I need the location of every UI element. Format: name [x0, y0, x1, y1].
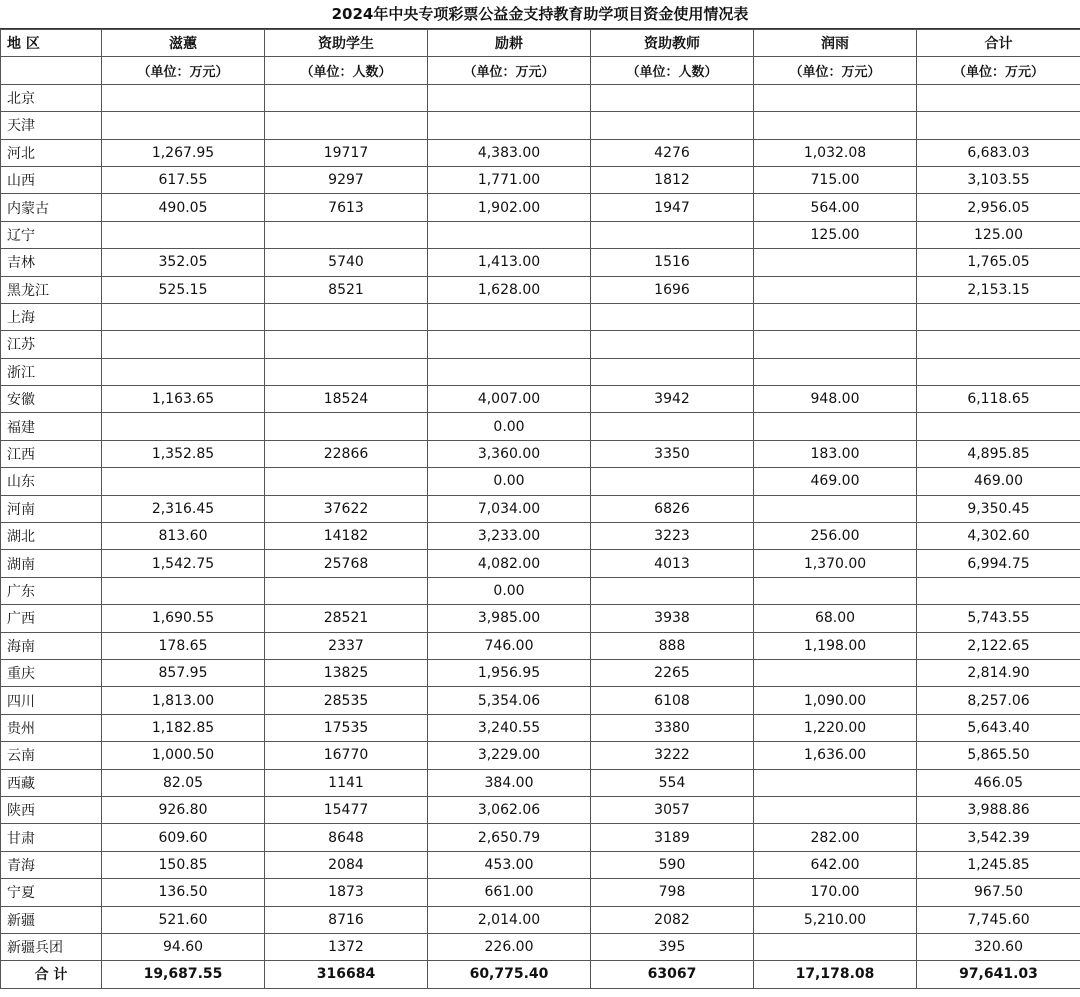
region-cell: 北京: [1, 84, 102, 111]
total-cell: 320.60: [917, 933, 1080, 960]
ligeng-cell: 1,628.00: [428, 276, 591, 303]
region-cell: 内蒙古: [1, 194, 102, 221]
total-cell: 5,865.50: [917, 742, 1080, 769]
total-cell: 6,994.75: [917, 550, 1080, 577]
table-row: [1, 550, 1080, 577]
total-cell: 3,103.55: [917, 166, 1080, 193]
region-cell: 山东: [1, 468, 102, 495]
table-row: [1, 221, 1080, 248]
table-row: [1, 906, 1080, 933]
ligeng-cell: 1,413.00: [428, 249, 591, 276]
students-cell: 316684: [265, 961, 428, 988]
students-cell: 9297: [265, 166, 428, 193]
total-cell: 3,542.39: [917, 824, 1080, 851]
table-row: [1, 523, 1080, 550]
teachers-cell: [591, 577, 754, 604]
teachers-cell: 2265: [591, 659, 754, 686]
region-cell: 新疆兵团: [1, 933, 102, 960]
zihui-cell: 813.60: [102, 523, 265, 550]
total-cell: 6,118.65: [917, 386, 1080, 413]
total-cell: 合计: [917, 30, 1080, 57]
zihui-cell: 2,316.45: [102, 495, 265, 522]
teachers-cell: （单位：人数）: [591, 57, 754, 84]
total-cell: 469.00: [917, 468, 1080, 495]
students-cell: [265, 358, 428, 385]
teachers-cell: 3189: [591, 824, 754, 851]
zihui-cell: 94.60: [102, 933, 265, 960]
total-cell: [917, 577, 1080, 604]
total-row: [1, 961, 1080, 988]
runyu-cell: [754, 276, 917, 303]
ligeng-cell: [428, 84, 591, 111]
runyu-cell: 1,220.00: [754, 714, 917, 741]
students-cell: [265, 221, 428, 248]
students-cell: 28521: [265, 605, 428, 632]
zihui-cell: [102, 303, 265, 330]
zihui-cell: [102, 112, 265, 139]
region-cell: 上海: [1, 303, 102, 330]
ligeng-cell: 0.00: [428, 577, 591, 604]
region-cell: 甘肃: [1, 824, 102, 851]
teachers-cell: 3222: [591, 742, 754, 769]
region-cell: 云南: [1, 742, 102, 769]
ligeng-cell: 1,902.00: [428, 194, 591, 221]
zihui-cell: 609.60: [102, 824, 265, 851]
table-row: [1, 632, 1080, 659]
region-cell: 新疆: [1, 906, 102, 933]
ligeng-cell: [428, 221, 591, 248]
students-cell: 37622: [265, 495, 428, 522]
total-cell: 7,745.60: [917, 906, 1080, 933]
region-cell: 青海: [1, 851, 102, 878]
teachers-cell: 资助教师: [591, 30, 754, 57]
students-cell: [265, 468, 428, 495]
runyu-cell: 183.00: [754, 440, 917, 467]
table-row: [1, 84, 1080, 111]
total-cell: 8,257.06: [917, 687, 1080, 714]
ligeng-cell: [428, 303, 591, 330]
students-cell: [265, 112, 428, 139]
region-cell: 西藏: [1, 769, 102, 796]
teachers-cell: [591, 331, 754, 358]
table-row: [1, 796, 1080, 823]
students-cell: 13825: [265, 659, 428, 686]
ligeng-cell: 4,007.00: [428, 386, 591, 413]
region-cell: 江西: [1, 440, 102, 467]
runyu-cell: 5,210.00: [754, 906, 917, 933]
runyu-cell: [754, 413, 917, 440]
runyu-cell: 642.00: [754, 851, 917, 878]
teachers-cell: 3057: [591, 796, 754, 823]
total-cell: [917, 358, 1080, 385]
total-cell: 4,302.60: [917, 523, 1080, 550]
units-row: [1, 57, 1080, 84]
teachers-cell: 888: [591, 632, 754, 659]
zihui-cell: 352.05: [102, 249, 265, 276]
table-row: [1, 851, 1080, 878]
zihui-cell: 1,352.85: [102, 440, 265, 467]
runyu-cell: 1,636.00: [754, 742, 917, 769]
table-row: [1, 824, 1080, 851]
teachers-cell: 2082: [591, 906, 754, 933]
students-cell: 19717: [265, 139, 428, 166]
region-cell: 贵州: [1, 714, 102, 741]
total-cell: [917, 331, 1080, 358]
region-cell: 四川: [1, 687, 102, 714]
total-cell: 4,895.85: [917, 440, 1080, 467]
students-cell: 7613: [265, 194, 428, 221]
teachers-cell: 1947: [591, 194, 754, 221]
teachers-cell: [591, 303, 754, 330]
table-row: [1, 605, 1080, 632]
table-row: [1, 714, 1080, 741]
students-cell: 资助学生: [265, 30, 428, 57]
zihui-cell: 19,687.55: [102, 961, 265, 988]
teachers-cell: 395: [591, 933, 754, 960]
zihui-cell: 150.85: [102, 851, 265, 878]
region-cell: 江苏: [1, 331, 102, 358]
zihui-cell: [102, 84, 265, 111]
teachers-cell: 3380: [591, 714, 754, 741]
teachers-cell: 3350: [591, 440, 754, 467]
students-cell: 18524: [265, 386, 428, 413]
ligeng-cell: 4,082.00: [428, 550, 591, 577]
students-cell: 5740: [265, 249, 428, 276]
table-row: [1, 358, 1080, 385]
zihui-cell: [102, 413, 265, 440]
ligeng-cell: 2,650.79: [428, 824, 591, 851]
region-cell: 重庆: [1, 659, 102, 686]
ligeng-cell: 1,956.95: [428, 659, 591, 686]
ligeng-cell: 3,985.00: [428, 605, 591, 632]
total-cell: 967.50: [917, 879, 1080, 906]
zihui-cell: 1,000.50: [102, 742, 265, 769]
total-cell: 5,743.55: [917, 605, 1080, 632]
region-cell: 辽宁: [1, 221, 102, 248]
students-cell: （单位：人数）: [265, 57, 428, 84]
table-row: [1, 933, 1080, 960]
runyu-cell: （单位：万元）: [754, 57, 917, 84]
zihui-cell: 926.80: [102, 796, 265, 823]
table-row: [1, 331, 1080, 358]
total-cell: 466.05: [917, 769, 1080, 796]
students-cell: 28535: [265, 687, 428, 714]
ligeng-cell: [428, 358, 591, 385]
teachers-cell: 4013: [591, 550, 754, 577]
table-row: [1, 879, 1080, 906]
table-title: 2024年中央专项彩票公益金支持教育助学项目资金使用情况表: [0, 0, 1080, 29]
runyu-cell: 1,370.00: [754, 550, 917, 577]
students-cell: 8716: [265, 906, 428, 933]
ligeng-cell: 0.00: [428, 413, 591, 440]
runyu-cell: [754, 303, 917, 330]
students-cell: [265, 577, 428, 604]
students-cell: 25768: [265, 550, 428, 577]
table-row: [1, 249, 1080, 276]
teachers-cell: 1812: [591, 166, 754, 193]
table-row: [1, 386, 1080, 413]
table-row: [1, 495, 1080, 522]
teachers-cell: [591, 413, 754, 440]
ligeng-cell: 3,233.00: [428, 523, 591, 550]
zihui-cell: 525.15: [102, 276, 265, 303]
ligeng-cell: 746.00: [428, 632, 591, 659]
teachers-cell: 590: [591, 851, 754, 878]
total-cell: 2,153.15: [917, 276, 1080, 303]
students-cell: 2084: [265, 851, 428, 878]
table-row: [1, 769, 1080, 796]
students-cell: [265, 413, 428, 440]
runyu-cell: [754, 796, 917, 823]
students-cell: 8521: [265, 276, 428, 303]
teachers-cell: [591, 221, 754, 248]
table-row: [1, 440, 1080, 467]
teachers-cell: 3938: [591, 605, 754, 632]
total-cell: 2,814.90: [917, 659, 1080, 686]
runyu-cell: 715.00: [754, 166, 917, 193]
students-cell: 14182: [265, 523, 428, 550]
teachers-cell: 554: [591, 769, 754, 796]
total-cell: 1,245.85: [917, 851, 1080, 878]
zihui-cell: 136.50: [102, 879, 265, 906]
students-cell: 2337: [265, 632, 428, 659]
total-cell: 125.00: [917, 221, 1080, 248]
ligeng-cell: 661.00: [428, 879, 591, 906]
runyu-cell: 282.00: [754, 824, 917, 851]
zihui-cell: 521.60: [102, 906, 265, 933]
ligeng-cell: 384.00: [428, 769, 591, 796]
runyu-cell: [754, 331, 917, 358]
students-cell: 1873: [265, 879, 428, 906]
total-cell: [917, 84, 1080, 111]
runyu-cell: 润雨: [754, 30, 917, 57]
students-cell: 8648: [265, 824, 428, 851]
ligeng-cell: 3,240.55: [428, 714, 591, 741]
ligeng-cell: 励耕: [428, 30, 591, 57]
teachers-cell: 798: [591, 879, 754, 906]
students-cell: [265, 303, 428, 330]
runyu-cell: [754, 577, 917, 604]
region-cell: 湖南: [1, 550, 102, 577]
region-cell: 陕西: [1, 796, 102, 823]
zihui-cell: [102, 331, 265, 358]
students-cell: 1372: [265, 933, 428, 960]
teachers-cell: [591, 468, 754, 495]
ligeng-cell: 2,014.00: [428, 906, 591, 933]
region-cell: 山西: [1, 166, 102, 193]
runyu-cell: [754, 112, 917, 139]
teachers-cell: [591, 84, 754, 111]
runyu-cell: [754, 933, 917, 960]
teachers-cell: 1696: [591, 276, 754, 303]
zihui-cell: 1,163.65: [102, 386, 265, 413]
ligeng-cell: 7,034.00: [428, 495, 591, 522]
total-cell: 97,641.03: [917, 961, 1080, 988]
region-cell: 地 区: [1, 30, 102, 57]
zihui-cell: 617.55: [102, 166, 265, 193]
runyu-cell: [754, 769, 917, 796]
total-cell: [917, 303, 1080, 330]
ligeng-cell: 4,383.00: [428, 139, 591, 166]
zihui-cell: 滋蕙: [102, 30, 265, 57]
ligeng-cell: （单位：万元）: [428, 57, 591, 84]
zihui-cell: 178.65: [102, 632, 265, 659]
teachers-cell: 3942: [591, 386, 754, 413]
region-cell: 合 计: [1, 961, 102, 988]
ligeng-cell: 453.00: [428, 851, 591, 878]
total-cell: 3,988.86: [917, 796, 1080, 823]
runyu-cell: 469.00: [754, 468, 917, 495]
table-row: [1, 276, 1080, 303]
table-row: [1, 413, 1080, 440]
region-cell: 黑龙江: [1, 276, 102, 303]
ligeng-cell: 226.00: [428, 933, 591, 960]
table-row: [1, 139, 1080, 166]
total-cell: （单位：万元）: [917, 57, 1080, 84]
runyu-cell: 125.00: [754, 221, 917, 248]
runyu-cell: [754, 495, 917, 522]
region-cell: [1, 57, 102, 84]
zihui-cell: 1,813.00: [102, 687, 265, 714]
teachers-cell: 6826: [591, 495, 754, 522]
region-cell: 天津: [1, 112, 102, 139]
runyu-cell: [754, 659, 917, 686]
region-cell: 海南: [1, 632, 102, 659]
runyu-cell: 256.00: [754, 523, 917, 550]
runyu-cell: [754, 249, 917, 276]
total-cell: 1,765.05: [917, 249, 1080, 276]
zihui-cell: 1,542.75: [102, 550, 265, 577]
zihui-cell: （单位：万元）: [102, 57, 265, 84]
total-cell: [917, 413, 1080, 440]
runyu-cell: 68.00: [754, 605, 917, 632]
region-cell: 浙江: [1, 358, 102, 385]
zihui-cell: 1,690.55: [102, 605, 265, 632]
zihui-cell: [102, 221, 265, 248]
runyu-cell: 1,032.08: [754, 139, 917, 166]
table-row: [1, 468, 1080, 495]
teachers-cell: [591, 112, 754, 139]
region-cell: 河南: [1, 495, 102, 522]
zihui-cell: 490.05: [102, 194, 265, 221]
students-cell: 15477: [265, 796, 428, 823]
region-cell: 湖北: [1, 523, 102, 550]
zihui-cell: [102, 577, 265, 604]
ligeng-cell: 60,775.40: [428, 961, 591, 988]
table-row: [1, 742, 1080, 769]
students-cell: [265, 84, 428, 111]
total-cell: 2,122.65: [917, 632, 1080, 659]
students-cell: 1141: [265, 769, 428, 796]
total-cell: 9,350.45: [917, 495, 1080, 522]
ligeng-cell: 0.00: [428, 468, 591, 495]
students-cell: 17535: [265, 714, 428, 741]
region-cell: 福建: [1, 413, 102, 440]
zihui-cell: 1,267.95: [102, 139, 265, 166]
total-cell: [917, 112, 1080, 139]
runyu-cell: [754, 84, 917, 111]
region-cell: 广西: [1, 605, 102, 632]
table-body: [1, 30, 1080, 989]
region-cell: 河北: [1, 139, 102, 166]
total-cell: 6,683.03: [917, 139, 1080, 166]
region-cell: 宁夏: [1, 879, 102, 906]
runyu-cell: 17,178.08: [754, 961, 917, 988]
teachers-cell: [591, 358, 754, 385]
runyu-cell: 564.00: [754, 194, 917, 221]
runyu-cell: 1,198.00: [754, 632, 917, 659]
zihui-cell: 1,182.85: [102, 714, 265, 741]
header-row: [1, 30, 1080, 57]
table-row: [1, 659, 1080, 686]
table-row: [1, 166, 1080, 193]
table-row: [1, 577, 1080, 604]
ligeng-cell: 3,360.00: [428, 440, 591, 467]
region-cell: 吉林: [1, 249, 102, 276]
region-cell: 安徽: [1, 386, 102, 413]
students-cell: 22866: [265, 440, 428, 467]
table-row: [1, 112, 1080, 139]
ligeng-cell: 3,062.06: [428, 796, 591, 823]
runyu-cell: 170.00: [754, 879, 917, 906]
ligeng-cell: 1,771.00: [428, 166, 591, 193]
teachers-cell: 1516: [591, 249, 754, 276]
zihui-cell: 857.95: [102, 659, 265, 686]
runyu-cell: [754, 358, 917, 385]
total-cell: 5,643.40: [917, 714, 1080, 741]
zihui-cell: [102, 358, 265, 385]
funding-table: [0, 29, 1080, 989]
total-cell: 2,956.05: [917, 194, 1080, 221]
teachers-cell: 4276: [591, 139, 754, 166]
students-cell: [265, 331, 428, 358]
students-cell: 16770: [265, 742, 428, 769]
table-row: [1, 687, 1080, 714]
runyu-cell: 1,090.00: [754, 687, 917, 714]
zihui-cell: 82.05: [102, 769, 265, 796]
zihui-cell: [102, 468, 265, 495]
ligeng-cell: 3,229.00: [428, 742, 591, 769]
teachers-cell: 6108: [591, 687, 754, 714]
region-cell: 广东: [1, 577, 102, 604]
teachers-cell: 3223: [591, 523, 754, 550]
runyu-cell: 948.00: [754, 386, 917, 413]
ligeng-cell: [428, 112, 591, 139]
table-row: [1, 194, 1080, 221]
teachers-cell: 63067: [591, 961, 754, 988]
ligeng-cell: 5,354.06: [428, 687, 591, 714]
table-row: [1, 303, 1080, 330]
ligeng-cell: [428, 331, 591, 358]
